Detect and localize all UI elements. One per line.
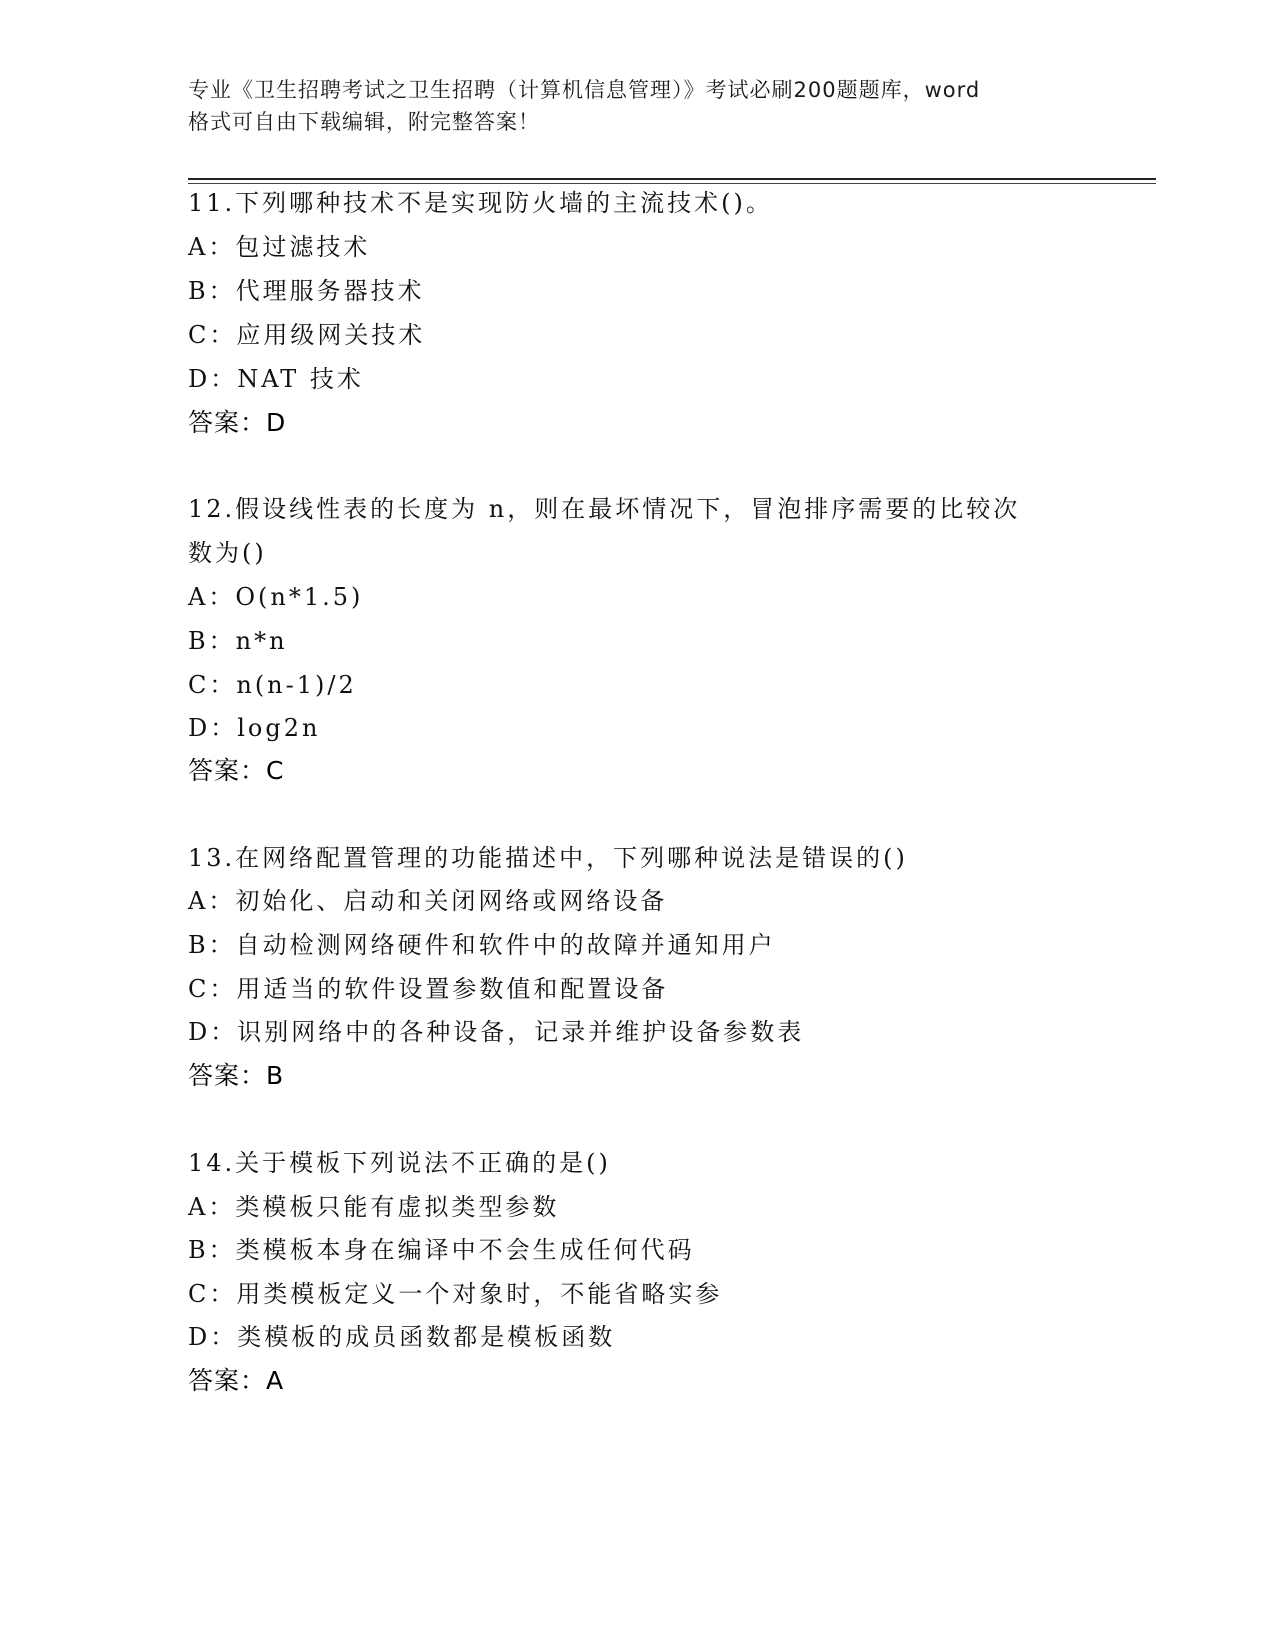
question-stem-continued: 数为()	[188, 539, 267, 567]
option-b: B：n*n	[188, 627, 288, 655]
header-divider-thick	[188, 178, 1156, 180]
answer-label: 答案：A	[188, 1366, 285, 1395]
option-a: A：包过滤技术	[188, 233, 371, 261]
option-d: D：识别网络中的各种设备，记录并维护设备参数表	[188, 1018, 805, 1046]
option-d: D：类模板的成员函数都是模板函数	[188, 1323, 616, 1351]
option-b: B：类模板本身在编译中不会生成任何代码	[188, 1236, 695, 1264]
answer-label: 答案：B	[188, 1061, 285, 1090]
header-title-line-2: 格式可自由下载编辑，附完整答案！	[188, 110, 540, 134]
header-title-line-1: 专业《卫生招聘考试之卫生招聘（计算机信息管理）》考试必刷200题题库，word	[188, 78, 981, 102]
question-stem: 11.下列哪种技术不是实现防火墙的主流技术()。	[188, 189, 773, 217]
option-c: C：应用级网关技术	[188, 321, 426, 349]
question-stem: 13.在网络配置管理的功能描述中，下列哪种说法是错误的()	[188, 844, 908, 872]
option-b: B：自动检测网络硬件和软件中的故障并通知用户	[188, 931, 776, 959]
header-divider-thin	[188, 183, 1156, 184]
option-a: A：类模板只能有虚拟类型参数	[188, 1193, 560, 1221]
answer-label: 答案：D	[188, 408, 287, 437]
option-a: A：O(n*1.5)	[188, 583, 364, 611]
option-b: B：代理服务器技术	[188, 277, 425, 305]
option-c: C：用类模板定义一个对象时，不能省略实参	[188, 1280, 723, 1308]
question-stem: 14.关于模板下列说法不正确的是()	[188, 1149, 611, 1177]
option-c: C：n(n-1)/2	[188, 671, 357, 699]
answer-label: 答案：C	[188, 756, 285, 785]
option-d: D：log2n	[188, 714, 321, 742]
option-a: A：初始化、启动和关闭网络或网络设备	[188, 887, 668, 915]
option-d: D：NAT 技术	[188, 365, 364, 393]
question-stem: 12.假设线性表的长度为 n，则在最坏情况下，冒泡排序需要的比较次	[188, 495, 1021, 523]
option-c: C：用适当的软件设置参数值和配置设备	[188, 975, 669, 1003]
document-header	[188, 74, 1088, 138]
